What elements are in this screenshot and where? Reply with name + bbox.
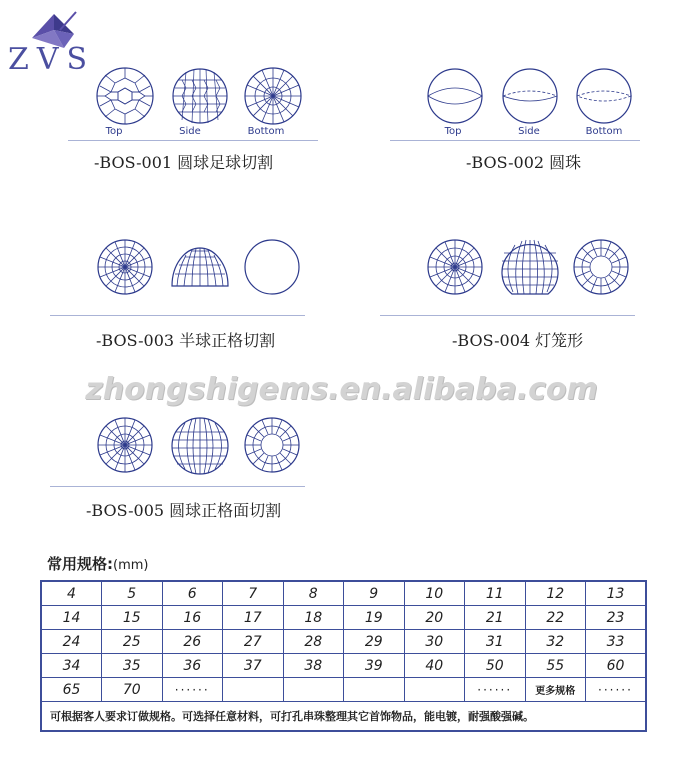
- table-cell: 35: [102, 654, 163, 678]
- table-cell: 32: [525, 630, 586, 654]
- product-caption-bos-003: -BOS-003 半球正格切割: [96, 331, 276, 350]
- table-cell: 30: [404, 630, 465, 654]
- table-cell: 40: [404, 654, 465, 678]
- round-bead-top-view-icon: [426, 66, 484, 126]
- divider-rule: [390, 140, 640, 141]
- table-cell: 24: [41, 630, 102, 654]
- divider-rule: [68, 140, 318, 141]
- view-label-side: Side: [179, 126, 201, 137]
- table-cell: 更多规格: [525, 678, 586, 702]
- table-cell: ······: [586, 678, 647, 702]
- grid-face-cut-top-view-icon: [96, 416, 154, 474]
- table-row: [41, 581, 646, 606]
- table-cell: 12: [525, 581, 586, 606]
- lantern-cut-bottom-view-icon: [572, 238, 630, 296]
- soccer-cut-top-view-icon: [95, 66, 155, 126]
- table-cell: 5: [102, 581, 163, 606]
- table-cell: 37: [223, 654, 284, 678]
- table-row: [41, 678, 646, 702]
- grid-face-cut-bottom-view-icon: [243, 416, 301, 474]
- table-cell: [344, 678, 405, 702]
- lantern-cut-side-view-icon: [500, 238, 560, 296]
- table-cell: 55: [525, 654, 586, 678]
- hemisphere-cut-top-view-icon: [96, 238, 154, 296]
- table-cell: 17: [223, 606, 284, 630]
- divider-rule: [380, 315, 635, 316]
- hemisphere-cut-bottom-view-icon: [243, 238, 301, 296]
- divider-rule: [50, 315, 305, 316]
- table-cell: 23: [586, 606, 647, 630]
- table-cell: 19: [344, 606, 405, 630]
- table-cell: ······: [465, 678, 526, 702]
- spec-title-label: 常用规格:: [47, 555, 113, 573]
- table-cell: 4: [41, 581, 102, 606]
- table-row: [41, 654, 646, 678]
- table-cell: 16: [162, 606, 223, 630]
- table-cell: 6: [162, 581, 223, 606]
- table-cell: 27: [223, 630, 284, 654]
- table-cell: [404, 678, 465, 702]
- table-cell: [283, 678, 344, 702]
- round-bead-side-view-icon: [501, 66, 559, 126]
- view-label-bottom: Bottom: [585, 126, 623, 137]
- watermark-text: zhongshigems.en.alibaba.com: [85, 372, 598, 407]
- spec-note: 可根据客人要求订做规格。可选择任意材料，可打孔串珠整理其它首饰物品，能电镀，耐强酸强碱。: [41, 702, 646, 732]
- table-cell: 14: [41, 606, 102, 630]
- logo-text: ZVS: [8, 42, 96, 77]
- view-label-side: Side: [518, 126, 540, 137]
- table-cell: 22: [525, 606, 586, 630]
- table-cell: 31: [465, 630, 526, 654]
- table-cell: 38: [283, 654, 344, 678]
- table-cell: 28: [283, 630, 344, 654]
- table-cell: 36: [162, 654, 223, 678]
- product-caption-bos-004: -BOS-004 灯笼形: [452, 331, 584, 350]
- view-label-bottom: Bottom: [247, 126, 285, 137]
- table-row: [41, 606, 646, 630]
- table-cell: 39: [344, 654, 405, 678]
- soccer-cut-side-view-icon: [172, 66, 228, 126]
- table-cell: 8: [283, 581, 344, 606]
- soccer-cut-bottom-view-icon: [243, 66, 303, 126]
- table-cell: 65: [41, 678, 102, 702]
- table-cell: 9: [344, 581, 405, 606]
- table-cell: 10: [404, 581, 465, 606]
- table-cell: 21: [465, 606, 526, 630]
- table-cell: 70: [102, 678, 163, 702]
- table-cell: 33: [586, 630, 647, 654]
- table-cell: 15: [102, 606, 163, 630]
- lantern-cut-top-view-icon: [426, 238, 484, 296]
- product-caption-bos-005: -BOS-005 圆球正格面切割: [86, 501, 282, 520]
- table-cell: 13: [586, 581, 647, 606]
- table-row: [41, 630, 646, 654]
- table-cell: 11: [465, 581, 526, 606]
- hemisphere-cut-side-view-icon: [170, 246, 230, 288]
- spec-title: [47, 553, 148, 574]
- table-cell: 34: [41, 654, 102, 678]
- table-cell: 60: [586, 654, 647, 678]
- view-label-top: Top: [444, 126, 462, 137]
- size-spec-table: [40, 580, 647, 732]
- table-cell: 20: [404, 606, 465, 630]
- table-cell: 25: [102, 630, 163, 654]
- table-cell: 29: [344, 630, 405, 654]
- round-bead-bottom-view-icon: [575, 66, 633, 126]
- table-row: [41, 702, 646, 732]
- spec-unit: (mm): [113, 558, 149, 573]
- table-cell: 50: [465, 654, 526, 678]
- table-cell: 18: [283, 606, 344, 630]
- divider-rule: [50, 486, 305, 487]
- grid-face-cut-side-view-icon: [170, 416, 230, 476]
- product-caption-bos-001: -BOS-001 圆球足球切割: [94, 153, 274, 172]
- table-cell: ······: [162, 678, 223, 702]
- table-cell: 26: [162, 630, 223, 654]
- table-cell: 7: [223, 581, 284, 606]
- view-label-top: Top: [105, 126, 123, 137]
- product-caption-bos-002: -BOS-002 圆珠: [466, 153, 582, 172]
- table-cell: [223, 678, 284, 702]
